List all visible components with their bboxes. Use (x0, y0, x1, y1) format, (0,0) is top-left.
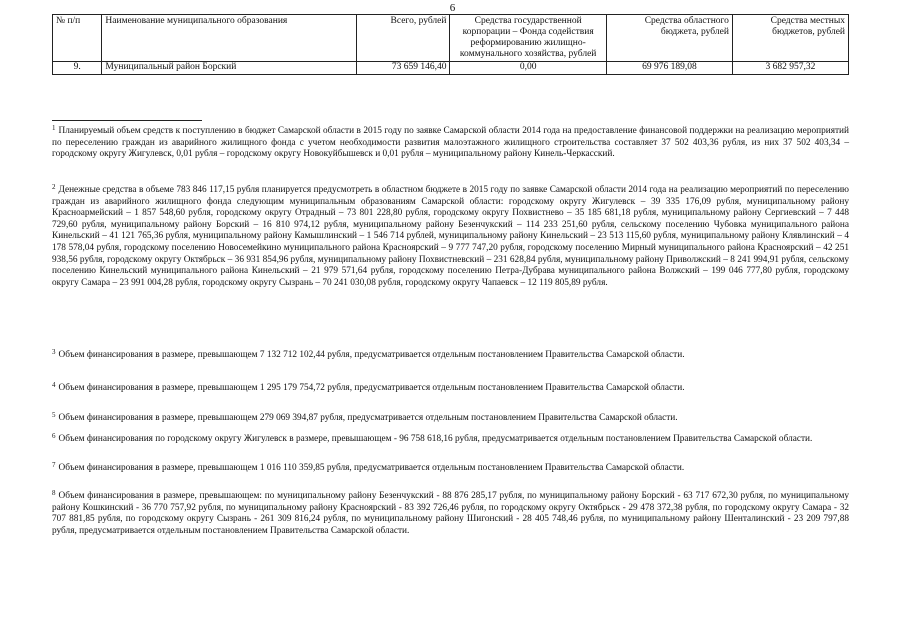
footnote-marker: 8 (52, 489, 56, 497)
cell-regional-budget: 69 976 189,08 (606, 62, 732, 75)
footnote-text: Объем финансирования по городскому округу Жигулевск в размере, превышающем - 96 758 618,16 рубля, предусматривается отдельным постановлением Правительства Самарской области. (58, 434, 813, 444)
header-regional-budget: Средства областного бюджета, рублей (606, 15, 732, 62)
footnote-separator (52, 120, 202, 121)
page-number: 6 (449, 2, 456, 14)
footnote-marker: 1 (52, 124, 56, 132)
footnote-3 (52, 350, 849, 362)
table-row (53, 62, 849, 75)
header-municipality-name: Наименование муниципального образования (102, 15, 356, 62)
footnote-text: Объем финансирования в размере, превышающем 1 016 110 359,85 рубля, предусматривается отдельным постановлением Правительства Самарской области. (58, 463, 685, 473)
footnote-marker: 7 (52, 461, 56, 469)
footnote-text: Объем финансирования в размере, превышающем 279 069 394,87 рубля, предусматривается отдельным постановлением Правительства Самарской области. (58, 413, 678, 423)
footnote-4 (52, 383, 849, 395)
footnote-text: Планируемый объем средств к поступлению в бюджет Самарской области в 2015 году по заявке Самарской области 2014 года на предоставление финансовой поддержки на реализацию мероприятий по переселению граждан из аварийного жилищного фонда с учетом необходимости развития малоэтажного жилищного строительства составляет 37 502 403,36 рубля, из них 37 502 403,34 – городскому округу Жигулевск, 0,01 рубля – городскому округу Новокуйбышевск и 0,01 рубля – муниципальному району Кинель-Черкасский. (52, 126, 849, 160)
table-header-row (53, 15, 849, 62)
footnote-1 (52, 126, 849, 161)
cell-state-fund: 0,00 (450, 62, 606, 75)
cell-local-budget: 3 682 957,32 (732, 62, 848, 75)
footnote-8 (52, 491, 849, 537)
cell-municipality-name: Муниципальный район Борский (102, 62, 356, 75)
funding-table (52, 14, 849, 75)
footnote-marker: 2 (52, 183, 56, 191)
header-total: Всего, рублей (356, 15, 450, 62)
footnote-marker: 4 (52, 381, 56, 389)
header-local-budget: Средства местных бюджетов, рублей (732, 15, 848, 62)
footnote-marker: 6 (52, 432, 56, 440)
footnote-marker: 5 (52, 411, 56, 419)
footnote-text: Объем финансирования в размере, превышающем: по муниципальному району Безенчукский - 88 876 285,17 рубля, по муниципальному району Борский - 63 717 672,30 рубля, по муниципальному району Кошкинский - 36 770 757,92 рубля, по муниципальному району Красноярский - 83 392 726,46 рубля, по городскому округу Октябрьск - 29 478 372,38 рубля, по городскому округу Самара - 32 707 881,85 рубля, по городскому округу Сызрань - 261 309 816,24 рубля, по муниципальному району Шигонский - 28 405 748,46 рубля, по муниципальному району Шенталинский - 23 209 797,88 рубля, предусматривается отдельным постановлением Правительства Самарской области. (52, 491, 849, 536)
cell-total: 73 659 146,40 (356, 62, 450, 75)
cell-number: 9. (53, 62, 102, 75)
footnote-5 (52, 413, 849, 425)
footnote-7 (52, 463, 849, 475)
footnote-text: Объем финансирования в размере, превышающем 1 295 179 754,72 рубля, предусматривается отдельным постановлением Правительства Самарской области. (58, 383, 685, 393)
header-state-fund: Средства государственной корпорации – Фонда содействия реформированию жилищно-коммунального хозяйства, рублей (450, 15, 606, 62)
footnote-2 (52, 185, 849, 289)
footnote-6 (52, 434, 849, 446)
footnote-marker: 3 (52, 348, 56, 356)
header-number: № п/п (53, 15, 102, 62)
footnote-text: Денежные средства в объеме 783 846 117,15 рубля планируется предусмотреть в областном бюджете в 2015 году по заявке Самарской области 2014 года на реализацию мероприятий по переселению граждан из аварийного жилищного фонда следующим муниципальным образованиям Самарской области: городскому округу Жигулевск – 39 335 176,09 рубля, муниципальному району Красноармейский – 1 857 548,60 рубля, городскому округу Отрадный – 73 801 228,80 рубля, городскому округу Похвистнево – 35 185 681,18 рубля, муниципальному району Сергиевский – 7 448 729,60 рубля, муниципальному району Борский – 16 810 974,12 рубля, муниципальному району Безенчукский – 114 233 251,60 рубля, сельскому поселению Чубовка муниципального района Кинельский – 41 121 765,36 рубля, муниципальному району Камышлинский – 1 546 714 рублей, муниципальному району Кинельский – 23 513 115,60 рубля, муниципальному району Клявлинский – 4 178 578,04 рубля, городскому поселению Новосемейкино муниципального района Красноярский – 9 777 747,20 рубля, городскому поселению Мирный муниципального района Красноярский – 42 251 938,56 рубля, городскому округу Октябрьск – 36 931 854,96 рубля, муниципальному району Похвистневский – 231 628,84 рубля, муниципальному району Приволжский – 8 241 994,91 рубля, сельскому поселению Кинельский муниципального района Кинельский – 21 979 571,64 рубля, городскому поселению Петра-Дубрава муниципального района Волжский – 199 046 777,80 рубля, городскому округу Самара – 23 991 004,28 рубля, городскому округу Сызрань – 70 241 030,08 рубля, городскому округу Чапаевск – 12 119 805,89 рубля. (52, 185, 849, 288)
footnote-text: Объем финансирования в размере, превышающем 7 132 712 102,44 рубля, предусматривается отдельным постановлением Правительства Самарской области. (58, 350, 685, 360)
